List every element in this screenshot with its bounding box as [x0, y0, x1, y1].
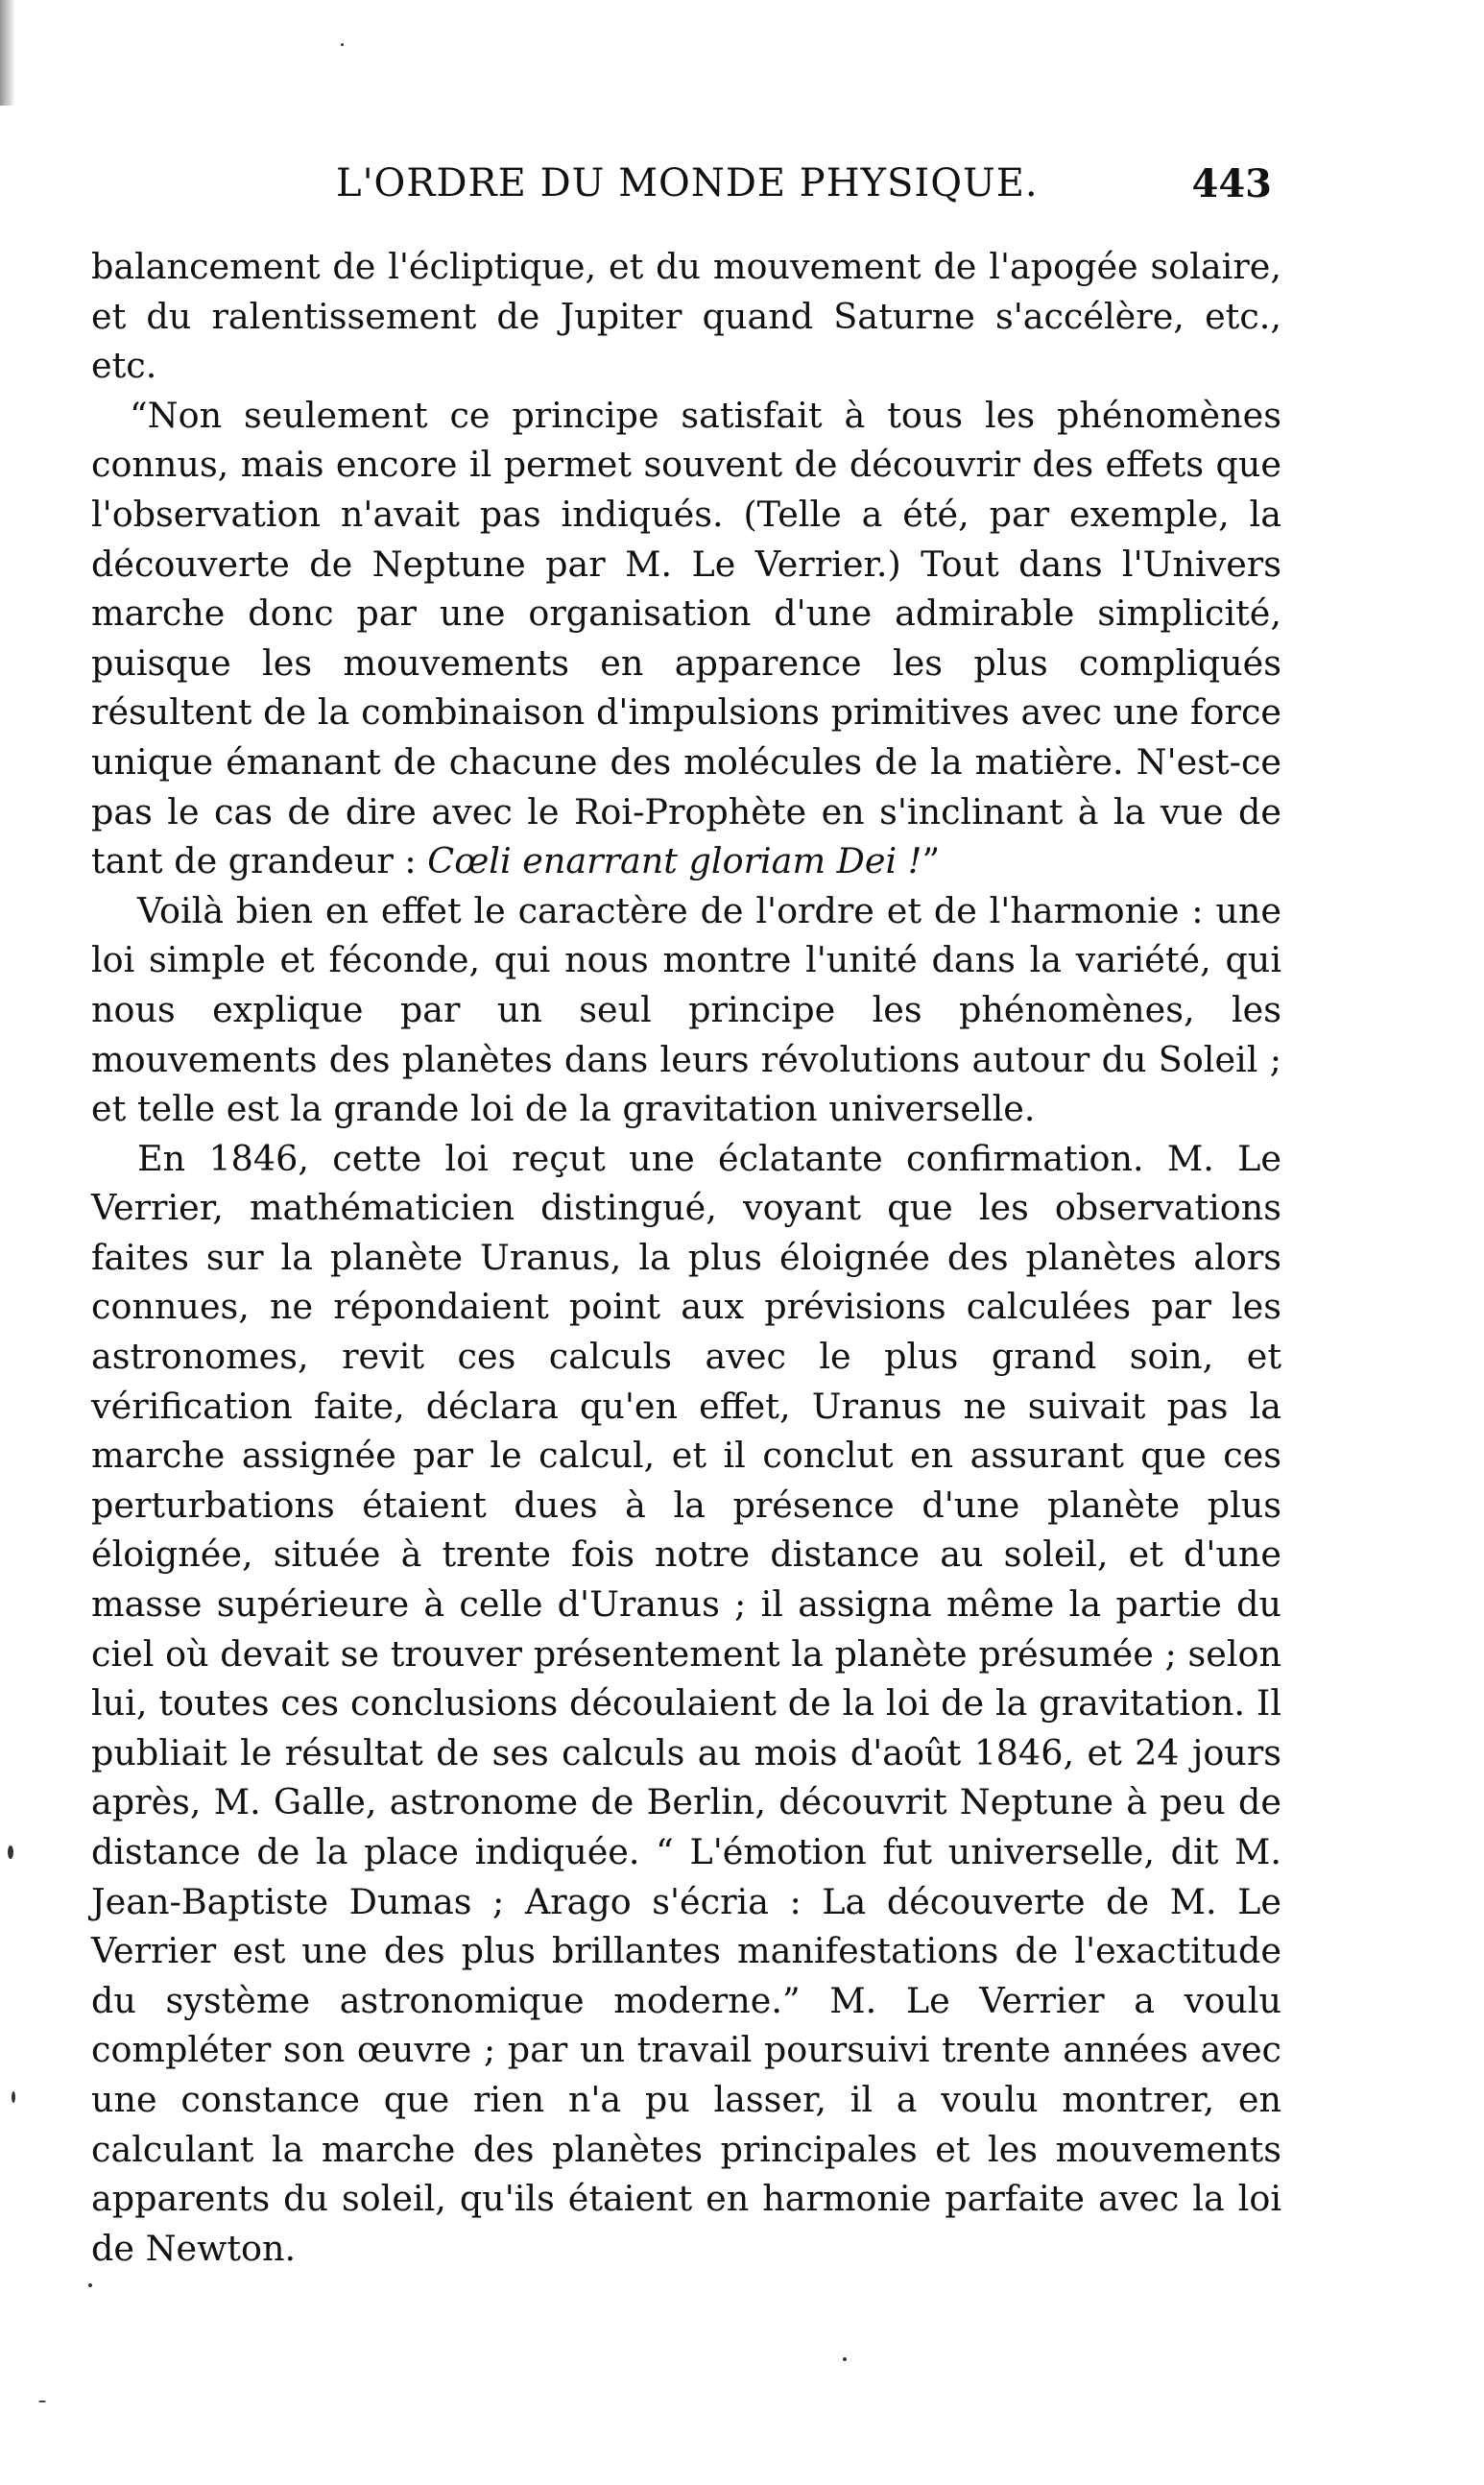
scan-speck	[8, 1846, 13, 1859]
paragraph-neptune	[91, 1134, 1281, 2274]
scan-speck	[38, 2401, 46, 2402]
latin-quotation: Cœli enarrant gloriam Dei !	[427, 840, 922, 882]
paragraph-text: Voilà bien en effet le caractère de l'ordre et de l'harmonie : une loi simple et féconde, qui nous montre l'unité dans la variété, qui nous explique par un seul principe les phénomènes, les mouvements des planètes dans leurs révolutions autour du Soleil ; et telle est la grande loi de la gravitation universelle.	[91, 889, 1281, 1130]
paragraph-text: En 1846, cette loi reçut une éclatante confirmation. M. Le Verrier, mathématicien distingué, voyant que les observations faites sur la planète Uranus, la plus éloignée des planètes alors connues, ne répondaient point aux prévisions calculées par les astronomes, revit ces calculs avec le plus grand soin, et vérification faite, déclara qu'en effet, Uranus ne suivait pas la marche assignée par le calcul, et il conclut en assurant que ces perturbations étaient dues à la présence d'une planète plus éloignée, située à trente fois notre distance au soleil, et d'une masse supérieure à celle d'Uranus ; il assigna même la partie du ciel où devait se trouver présentement la planète présumée ; selon lui, toutes ces conclusions découlaient de la loi de la gravitation. Il publiait le résultat de ses calculs au mois d'août 1846, et 24 jours après, M. Galle, astronome de Berlin, découvrit Neptune à peu de distance de la place indiquée. “ L'émotion fut universelle, dit M. Jean-Baptiste Dumas ; Arago s'écria : La découverte de M. Le Verrier est une des plus brillantes manifestations de l'exactitude du système astronomique moderne.” M. Le Verrier a voulu compléter son œuvre ; par un travail poursuivi trente années avec une constance que rien n'a pu lasser, il a voulu montrer, en calculant la marche des planètes principales et les mouvements apparents du soleil, qu'ils étaient en harmonie parfaite avec la loi de Newton.	[91, 1137, 1281, 2269]
paragraph-continuation	[91, 242, 1281, 391]
paragraph-text: “Non seulement ce principe satisfait à tous les phénomènes connus, mais encore il permet souvent de découvrir des effets que l'observation n'avait pas indiqués. (Telle a été, par exemple, la découverte de Neptune par M. Le Verrier.) Tout dans l'Univers marche donc par une organisation d'une admirable simplicité, puisque les mouvements en apparence les plus compliqués résultent de la combinaison d'impulsions primitives avec une force unique émanant de chacune des molécules de la matière. N'est-ce pas le cas de dire avec le Roi-Prophète en s'inclinant à la vue de tant de grandeur :	[91, 394, 1281, 882]
closing-quote: ”	[922, 840, 941, 882]
scan-speck	[843, 2357, 847, 2361]
scan-speck	[88, 2283, 92, 2287]
running-title: L'ORDRE DU MONDE PHYSIQUE.	[336, 161, 1039, 205]
body-text	[91, 242, 1281, 2273]
paragraph-quotation	[91, 391, 1281, 886]
paragraph-text: balancement de l'écliptique, et du mouvement de l'apogée solaire, et du ralentissement de Jupiter quand Saturne s'accélère, etc., etc.	[91, 246, 1281, 387]
paragraph-harmony	[91, 886, 1281, 1134]
page-header	[91, 161, 1281, 219]
scan-speck	[12, 2091, 15, 2103]
scan-edge-shadow	[0, 0, 15, 106]
scan-speck	[341, 43, 344, 46]
page-number: 443	[1191, 161, 1272, 206]
